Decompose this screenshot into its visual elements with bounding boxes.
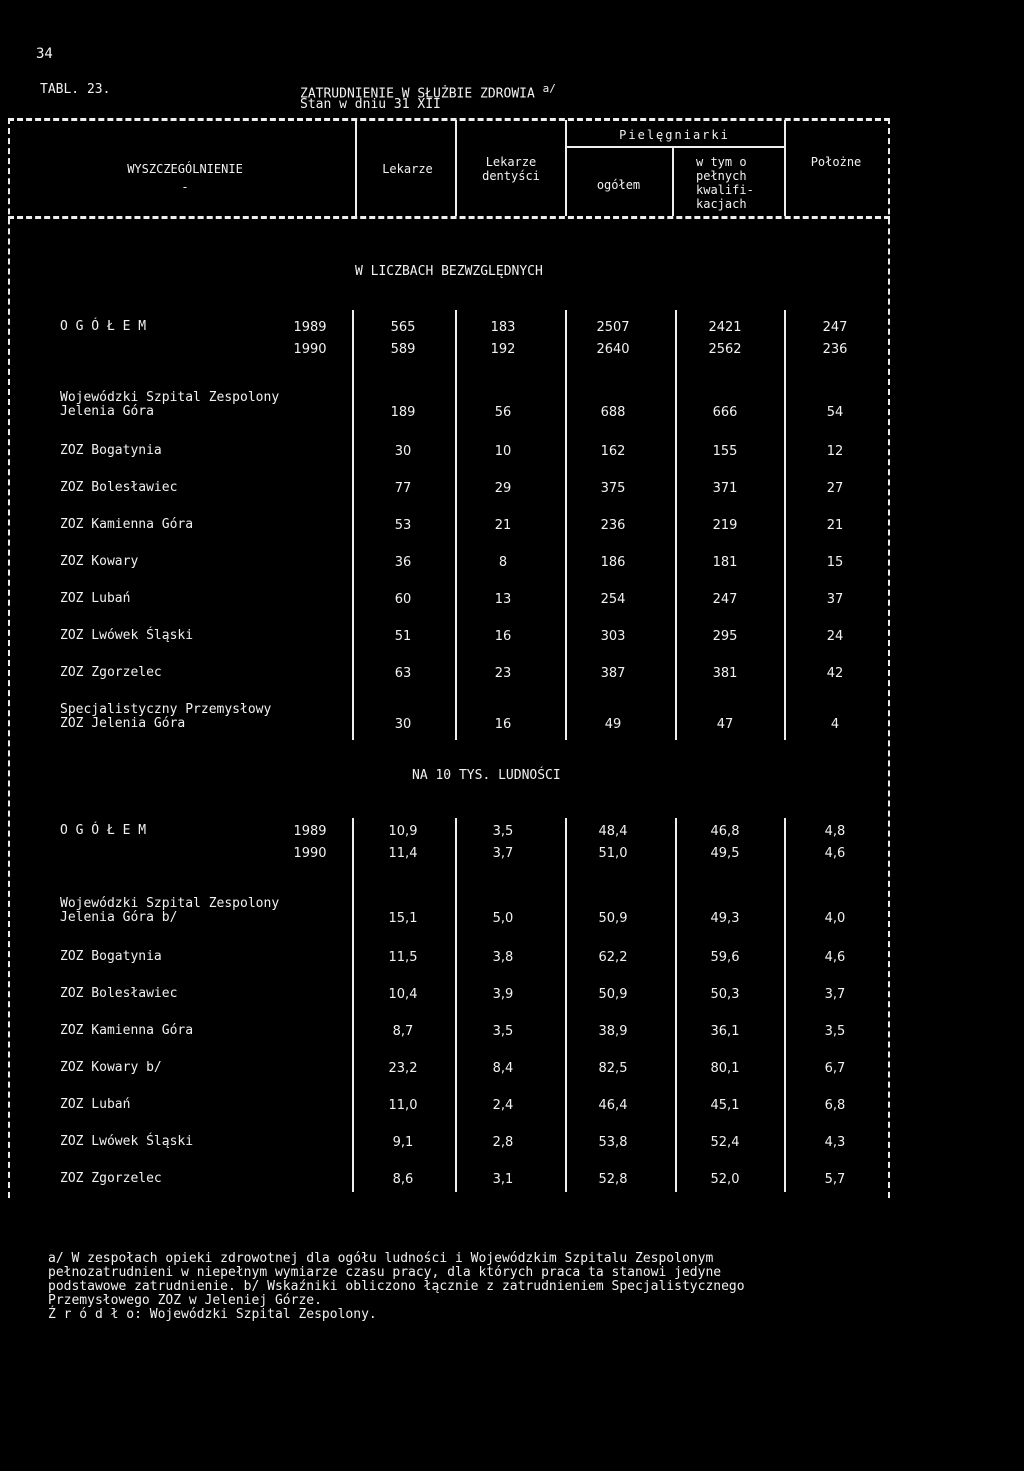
table-cell: 59,6 (710, 950, 740, 965)
row-label (60, 897, 279, 925)
table-cell: 82,5 (598, 1061, 628, 1076)
table-cell: 23 (494, 666, 512, 681)
table-cell: 183 (490, 320, 516, 335)
table-cell: 155 (712, 444, 738, 459)
table-cell: 21 (826, 518, 844, 533)
body-col-line (675, 310, 677, 740)
table-cell: 2562 (708, 342, 742, 357)
table-cell: 4,6 (824, 950, 846, 965)
body-col-line (784, 818, 786, 1192)
table-cell: 3,7 (492, 846, 514, 861)
table-cell: 6,8 (824, 1098, 846, 1113)
table-cell: 30 (394, 444, 412, 459)
table-right-border (888, 118, 890, 1198)
table-cell: 80,1 (710, 1061, 740, 1076)
table-cell: 45,1 (710, 1098, 740, 1113)
year-label: 1990 (293, 846, 327, 861)
table-cell: 30 (394, 717, 412, 732)
header-bottom-border (8, 216, 890, 219)
table-cell: 565 (390, 320, 416, 335)
table-cell: 11,4 (388, 846, 418, 861)
table-cell: 666 (712, 405, 738, 420)
footnote-line: a/ W zespołach opieki zdrowotnej dla ogółu ludności i Wojewódzkim Szpitalu Zespolonym (48, 1251, 714, 1266)
row-label: ZOZ Lubań (60, 1097, 131, 1112)
header-description (60, 162, 310, 194)
table-cell: 48,4 (598, 824, 628, 839)
header-nurses: Pielęgniarki (619, 128, 730, 142)
table-cell: 29 (494, 481, 512, 496)
table-cell: 42 (826, 666, 844, 681)
header-dentists: Lekarze dentyści (482, 155, 540, 183)
row-label: ZOZ Bolesławiec (60, 480, 178, 495)
table-cell: 303 (600, 629, 626, 644)
table-cell: 10,4 (388, 987, 418, 1002)
table-cell: 50,9 (598, 987, 628, 1002)
row-label: ZOZ Kowary (60, 554, 139, 569)
table-left-border (8, 118, 10, 1198)
table-cell: 36 (394, 555, 412, 570)
table-cell: 6,7 (824, 1061, 846, 1076)
header-description-mark: - (181, 180, 189, 194)
table-cell: 375 (600, 481, 626, 496)
row-label: ZOZ Bolesławiec (60, 986, 178, 1001)
table-cell: 2,4 (492, 1098, 514, 1113)
table-cell: 23,2 (388, 1061, 418, 1076)
year-label: 1989 (293, 824, 327, 839)
body-col-line (565, 818, 567, 1192)
page-number: 34 (36, 46, 53, 62)
table-cell: 8,7 (392, 1024, 414, 1039)
table-cell: 688 (600, 405, 626, 420)
table-cell: 162 (600, 444, 626, 459)
table-cell: 47 (716, 717, 734, 732)
table-cell: 189 (390, 405, 416, 420)
table-cell: 52,8 (598, 1172, 628, 1187)
row-label: ZOZ Kamienna Góra (60, 517, 194, 532)
footnote-line: Przemysłowego ZOZ w Jeleniej Górze. (48, 1293, 322, 1308)
header-col-line (672, 146, 674, 216)
table-cell: 8 (498, 555, 508, 570)
total-label: O G Ó Ł E M (60, 319, 147, 334)
table-cell: 53,8 (598, 1135, 628, 1150)
table-cell: 46,8 (710, 824, 740, 839)
year-label: 1990 (293, 342, 327, 357)
table-cell: 49 (604, 717, 622, 732)
table-cell: 11,0 (388, 1098, 418, 1113)
body-col-line (784, 310, 786, 740)
total-label: O G Ó Ł E M (60, 823, 147, 838)
table-cell: 186 (600, 555, 626, 570)
row-label: ZOZ Kowary b/ (60, 1060, 162, 1075)
table-cell: 371 (712, 481, 738, 496)
table-cell: 15,1 (388, 911, 418, 926)
row-label-line1: Wojewódzki Szpital Zespolony (60, 390, 280, 405)
table-cell: 254 (600, 592, 626, 607)
row-label: ZOZ Lubań (60, 591, 131, 606)
table-cell: 8,4 (492, 1061, 514, 1076)
table-cell: 60 (394, 592, 412, 607)
header-nurses-total: ogółem (596, 178, 641, 192)
table-cell: 9,1 (392, 1135, 414, 1150)
table-cell: 36,1 (710, 1024, 740, 1039)
table-cell: 295 (712, 629, 738, 644)
row-label: ZOZ Zgorzelec (60, 665, 162, 680)
table-cell: 52,0 (710, 1172, 740, 1187)
table-cell: 51,0 (598, 846, 628, 861)
table-cell: 8,6 (392, 1172, 414, 1187)
table-cell: 3,9 (492, 987, 514, 1002)
table-cell: 4,6 (824, 846, 846, 861)
table-cell: 4 (830, 717, 840, 732)
table-cell: 37 (826, 592, 844, 607)
table-cell: 49,5 (710, 846, 740, 861)
table-label: TABL. 23. (40, 82, 111, 97)
body-col-line (455, 818, 457, 1192)
table-cell: 381 (712, 666, 738, 681)
header-doctors: Lekarze (382, 162, 433, 176)
table-cell: 4,8 (824, 824, 846, 839)
table-title-text: ZATRUDNIENIE W SŁUŻBIE ZDROWIA (300, 86, 535, 102)
body-col-line (565, 310, 567, 740)
table-cell: 3,8 (492, 950, 514, 965)
row-label: ZOZ Bogatynia (60, 949, 162, 964)
table-cell: 11,5 (388, 950, 418, 965)
table-cell: 50,9 (598, 911, 628, 926)
table-cell: 24 (826, 629, 844, 644)
table-cell: 16 (494, 629, 512, 644)
table-cell: 10 (494, 444, 512, 459)
body-col-line (352, 818, 354, 1192)
footnote-line: podstawowe zatrudnienie. b/ Wskaźniki obliczono łącznie z zatrudnieniem Specjalistycznego (48, 1279, 745, 1294)
footnote-line: Ź r ó d ł o: Wojewódzki Szpital Zespolony. (48, 1307, 377, 1322)
table-cell: 192 (490, 342, 516, 357)
table-cell: 2507 (596, 320, 630, 335)
table-cell: 77 (394, 481, 412, 496)
table-cell: 3,5 (824, 1024, 846, 1039)
table-cell: 51 (394, 629, 412, 644)
table-cell: 49,3 (710, 911, 740, 926)
table-cell: 46,4 (598, 1098, 628, 1113)
nurses-group-line (565, 146, 784, 148)
footnote-line: pełnozatrudnieni w niepełnym wymiarze czasu pracy, dla których praca ta stanowi jedyne (48, 1265, 722, 1280)
table-cell: 3,1 (492, 1172, 514, 1187)
table-cell: 16 (494, 717, 512, 732)
table-cell: 10,9 (388, 824, 418, 839)
table-cell: 181 (712, 555, 738, 570)
table-cell: 4,0 (824, 911, 846, 926)
table-cell: 38,9 (598, 1024, 628, 1039)
header-col-line (355, 120, 357, 216)
table-cell: 3,5 (492, 1024, 514, 1039)
row-label (60, 703, 271, 731)
table-cell: 387 (600, 666, 626, 681)
table-cell: 54 (826, 405, 844, 420)
year-label: 1989 (293, 320, 327, 335)
title-footnote-mark: a/ (542, 82, 556, 95)
table-cell: 5,0 (492, 911, 514, 926)
row-label-line2: Jelenia Góra b/ (60, 910, 178, 925)
table-cell: 52,4 (710, 1135, 740, 1150)
header-nurses-qualified: w tym o pełnych kwalifi- kacjach (696, 155, 754, 211)
table-cell: 50,3 (710, 987, 740, 1002)
table-cell: 247 (822, 320, 848, 335)
table-cell: 247 (712, 592, 738, 607)
row-label-line1: Specjalistyczny Przemysłowy (60, 702, 272, 717)
table-cell: 2,8 (492, 1135, 514, 1150)
table-cell: 27 (826, 481, 844, 496)
row-label: ZOZ Lwówek Śląski (60, 1134, 194, 1149)
row-label: ZOZ Lwówek Śląski (60, 628, 194, 643)
table-top-border (8, 118, 890, 121)
row-label: ZOZ Bogatynia (60, 443, 162, 458)
table-cell: 589 (390, 342, 416, 357)
header-midwives: Położne (810, 155, 862, 169)
section-title-absolute: W LICZBACH BEZWZGLĘDNYCH (355, 264, 543, 279)
table-cell: 62,2 (598, 950, 628, 965)
header-col-line (455, 120, 457, 216)
table-cell: 3,7 (824, 987, 846, 1002)
table-cell: 53 (394, 518, 412, 533)
header-description-text: WYSZCZEGÓLNIENIE (127, 162, 243, 176)
row-label: ZOZ Zgorzelec (60, 1171, 162, 1186)
table-cell: 219 (712, 518, 738, 533)
body-col-line (352, 310, 354, 740)
table-subtitle: Stan w dniu 31 XII (300, 97, 441, 112)
table-cell: 21 (494, 518, 512, 533)
table-cell: 2421 (708, 320, 742, 335)
row-label-line1: Wojewódzki Szpital Zespolony (60, 896, 280, 911)
table-cell: 236 (822, 342, 848, 357)
row-label-line2: ZOZ Jelenia Góra (60, 716, 186, 731)
table-cell: 3,5 (492, 824, 514, 839)
row-label: ZOZ Kamienna Góra (60, 1023, 194, 1038)
table-cell: 15 (826, 555, 844, 570)
table-cell: 63 (394, 666, 412, 681)
section-title-per-10k: NA 10 TYS. LUDNOŚCI (412, 768, 561, 783)
table-cell: 13 (494, 592, 512, 607)
table-cell: 2640 (596, 342, 630, 357)
table-cell: 12 (826, 444, 844, 459)
table-cell: 5,7 (824, 1172, 846, 1187)
row-label-line2: Jelenia Góra (60, 404, 154, 419)
table-cell: 56 (494, 405, 512, 420)
row-label (60, 391, 279, 419)
body-col-line (675, 818, 677, 1192)
table-cell: 236 (600, 518, 626, 533)
body-col-line (455, 310, 457, 740)
table-cell: 4,3 (824, 1135, 846, 1150)
